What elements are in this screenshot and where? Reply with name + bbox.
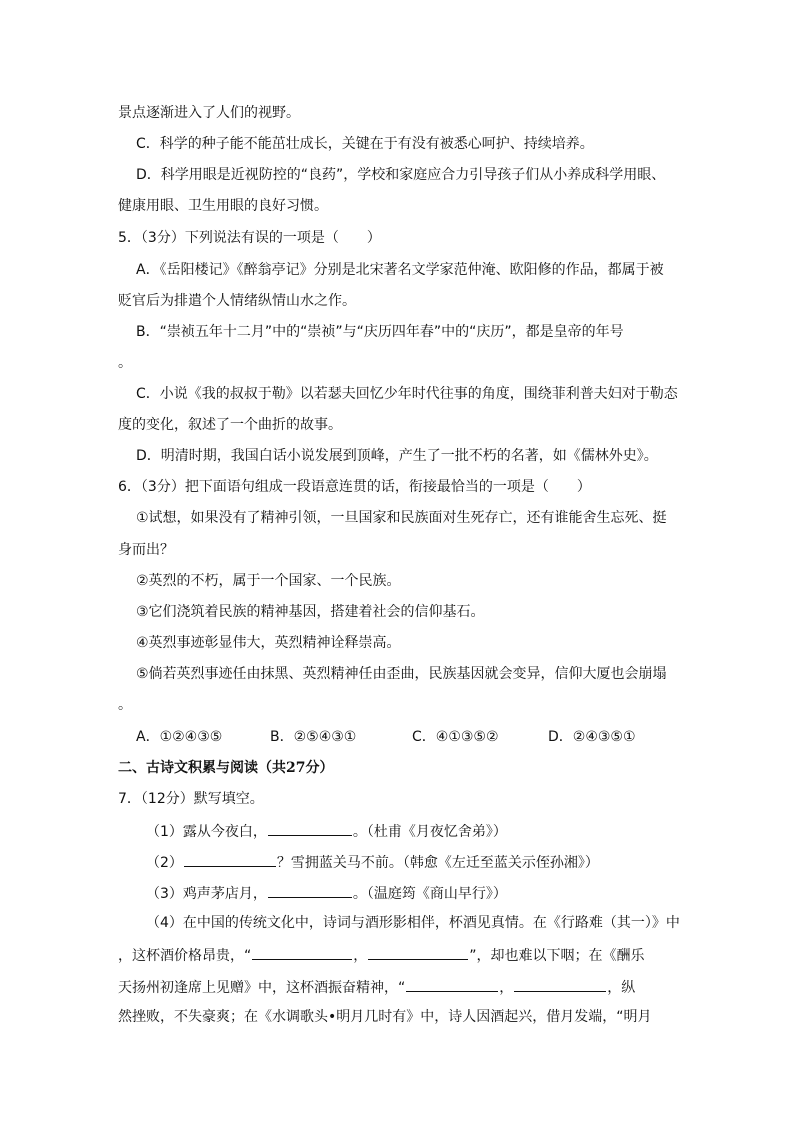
option-c-text: C．科学的种子能不能茁壮成长，关键在于有没有被悉心呵护、持续培养。	[136, 136, 594, 152]
q5-option-c: C．小说《我的叔叔于勒》以若瑟夫回忆少年时代往事的角度，围绕菲利普夫妇对于勒态	[136, 386, 678, 402]
q7-item-1: （1）露从今夜白， 。（杜甫《月夜忆舍弟》）	[146, 820, 507, 840]
option-d-text: D．科学用眼是近视防控的“良药”，学校和家庭应合力引导孩子们从小养成科学用眼、	[136, 167, 666, 183]
answer-blank[interactable]	[368, 944, 468, 960]
q6-option-d: D．②④③⑤①	[548, 729, 636, 745]
answer-blank[interactable]	[514, 976, 606, 992]
q5-option-d: D．明清时期，我国白话小说发展到顶峰，产生了一批不朽的名著，如《儒林外史》。	[136, 448, 658, 464]
answer-blank[interactable]	[184, 851, 276, 867]
question-7-stem: 7．（12分）默写填空。	[118, 791, 264, 807]
answer-blank[interactable]	[268, 882, 352, 898]
q7-item-4-line-4: 然挫败，不失豪爽；在《水调歌头•明月几时有》中，诗人因酒起兴，借月发端，“明月	[118, 1009, 652, 1025]
q6-sentence-3: ③它们浇筑着民族的精神基因，搭建着社会的信仰基石。	[136, 604, 485, 620]
q7-item-4-line-1: （4）在中国的传统文化中，诗词与酒形影相伴，杯酒见真情。在《行路难（其一）》中	[146, 915, 680, 931]
answer-blank[interactable]	[406, 976, 498, 992]
text-line: 贬官后为排遣个人情绪纵情山水之作。	[118, 293, 356, 309]
answer-blank[interactable]	[268, 820, 352, 836]
text-line: 景点逐渐进入了人们的视野。	[118, 105, 300, 121]
text-line: 。	[118, 355, 132, 371]
q7-item-2: （2） ？雪拥蓝关马不前。（韩愈《左迁至蓝关示侄孙湘》）	[146, 851, 599, 871]
q6-option-b: B．②⑤④③①	[270, 729, 357, 745]
q7-item-4-line-3: 天扬州初逢席上见赠》中，这杯酒振奋精神，“ ， ，纵	[118, 976, 635, 996]
q6-sentence-4: ④英烈事迹彰显伟大，英烈精神诠释崇高。	[136, 635, 401, 651]
section-heading: 二、古诗文积累与阅读（共27分）	[118, 760, 334, 776]
text-line: 健康用眼、卫生用眼的良好习惯。	[118, 198, 328, 214]
q7-item-4-line-2: ，这杯酒价格昂贵，“ ， ”，却也难以下咽；在《酬乐	[118, 944, 645, 964]
text-line: 身而出？	[118, 542, 174, 558]
q7-item-3: （3）鸡声茅店月， 。（温庭筠《商山早行》）	[146, 882, 507, 902]
text-line: 。	[118, 697, 132, 713]
text-line: 度的变化，叙述了一个曲折的故事。	[118, 417, 342, 433]
q6-option-c: C．④①③⑤②	[412, 729, 499, 745]
q6-option-a: A．①②④③⑤	[136, 729, 223, 745]
answer-blank[interactable]	[252, 944, 352, 960]
q5-option-a: A．《岳阳楼记》《醉翁亭记》分别是北宋著名文学家范仲淹、欧阳修的作品，都属于被	[136, 262, 664, 278]
q6-sentence-1: ①试想，如果没有了精神引领，一旦国家和民族面对生死存亡，还有谁能舍生忘死、挺	[136, 510, 667, 526]
q6-sentence-5: ⑤倘若英烈事迹任由抹黑、英烈精神任由歪曲，民族基因就会变异，信仰大厦也会崩塌	[136, 666, 667, 682]
q6-sentence-2: ②英烈的不朽，属于一个国家、一个民族。	[136, 573, 401, 589]
q5-option-b: B．“崇祯五年十二月”中的“崇祯”与“庆历四年春”中的“庆历”，都是皇帝的年号	[136, 324, 624, 340]
q6-options	[136, 727, 636, 747]
question-5-stem: 5．（3分）下列说法有误的一项是（ ）	[118, 230, 381, 246]
question-6-stem: 6．（3分）把下面语句组成一段语意连贯的话，衔接最恰当的一项是（ ）	[118, 479, 591, 495]
